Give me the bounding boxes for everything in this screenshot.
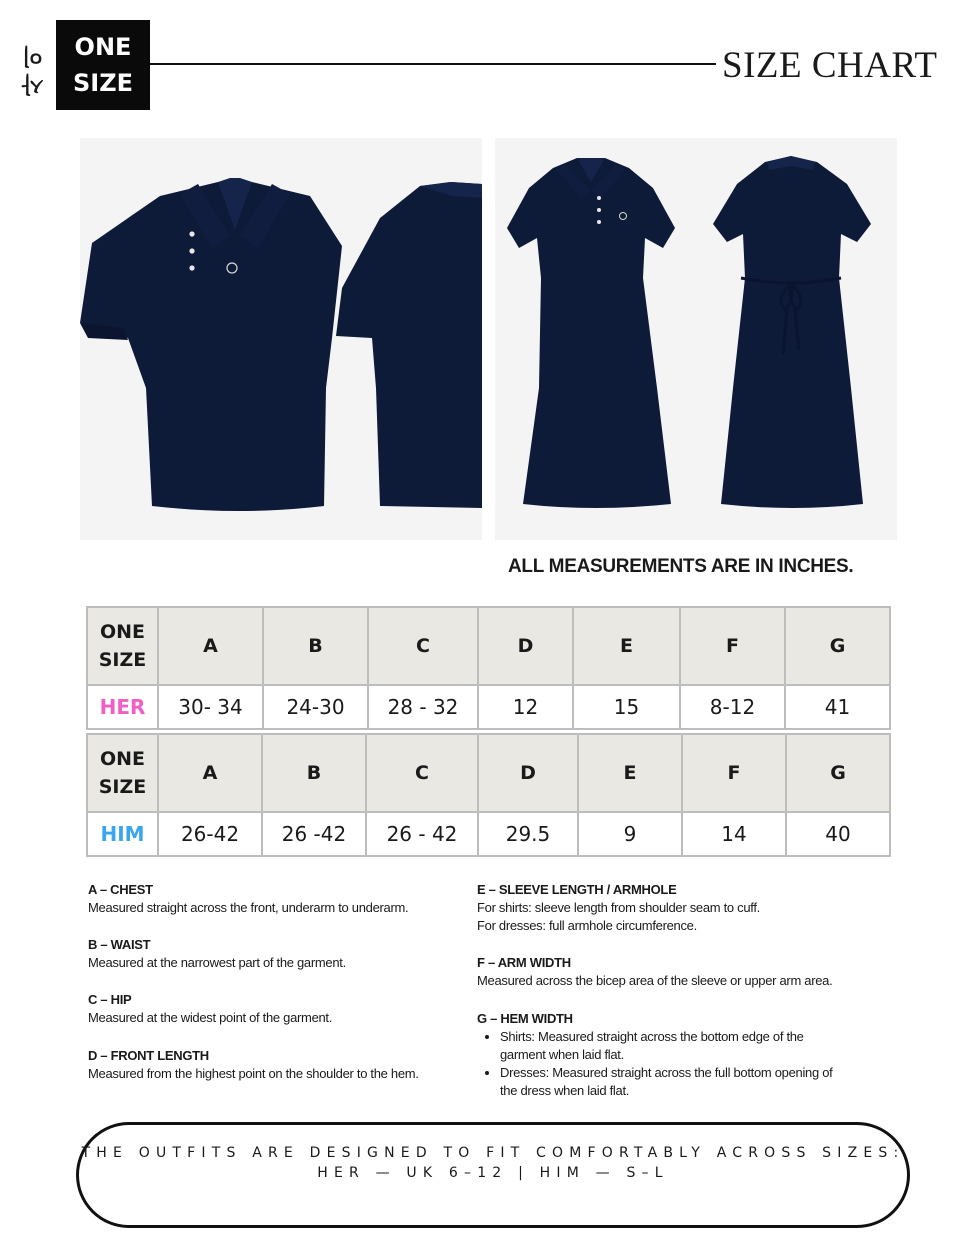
polo-back	[336, 182, 482, 508]
definition-text: Measured across the bicep area of the sleeve or upper arm area.	[477, 973, 833, 988]
definition-text: For shirts: sleeve length from shoulder seam to cuff.	[477, 900, 760, 915]
her-col-e: E	[573, 607, 680, 685]
him-corner-line-1: ONE	[99, 748, 146, 770]
measurement-units-note: ALL MEASUREMENTS ARE IN INCHES.	[508, 556, 854, 577]
him-values-row	[87, 812, 890, 856]
definition-sleeve-armhole	[477, 881, 857, 935]
him-corner-cell	[87, 734, 158, 812]
bullet-item-dresses	[500, 1064, 857, 1100]
header-divider	[150, 63, 716, 65]
him-value-a: 26-42	[158, 812, 262, 856]
her-value-c: 28 - 32	[368, 685, 478, 729]
her-value-d: 12	[478, 685, 573, 729]
polo-dress-image	[495, 138, 897, 540]
her-col-c: C	[368, 607, 478, 685]
bullet-text: the dress when laid flat.	[500, 1083, 630, 1098]
her-col-d: D	[478, 607, 573, 685]
definition-front-length	[88, 1047, 419, 1083]
her-corner-line-1: ONE	[99, 621, 146, 643]
badge-line-1: ONE	[74, 33, 132, 61]
her-row-label: HER	[87, 685, 158, 729]
him-row-label: HIM	[87, 812, 158, 856]
him-value-d: 29.5	[478, 812, 578, 856]
her-col-g: G	[785, 607, 890, 685]
him-col-d: D	[478, 734, 578, 812]
definition-hem-width	[477, 1010, 857, 1100]
korean-size-label: 사이	[22, 40, 47, 96]
definition-text: Measured straight across the front, underarm to underarm.	[88, 900, 409, 915]
him-value-f: 14	[682, 812, 786, 856]
hem-width-bullets	[477, 1028, 857, 1100]
definition-title: C – HIP	[88, 992, 132, 1007]
definition-title: F – ARM WIDTH	[477, 955, 571, 970]
her-size-table	[86, 606, 891, 730]
bullet-item-shirts	[500, 1028, 857, 1064]
him-size-table	[86, 733, 891, 857]
her-col-f: F	[680, 607, 785, 685]
her-value-f: 8-12	[680, 685, 785, 729]
him-col-b: B	[262, 734, 366, 812]
her-value-a: 30- 34	[158, 685, 263, 729]
definition-text: For dresses: full armhole circumference.	[477, 918, 697, 933]
definition-title: D – FRONT LENGTH	[88, 1048, 209, 1063]
fit-notice-text	[76, 1143, 910, 1183]
fit-notice-line-2: HER — UK 6–12 | HIM — S–L	[317, 1165, 669, 1181]
definition-title: G – HEM WIDTH	[477, 1011, 573, 1026]
her-value-g: 41	[785, 685, 890, 729]
definition-waist	[88, 936, 346, 972]
her-value-b: 24-30	[263, 685, 368, 729]
her-value-e: 15	[573, 685, 680, 729]
polo-shirt-image	[80, 138, 482, 540]
one-size-badge	[56, 20, 150, 110]
her-values-row	[87, 685, 890, 729]
definition-arm-width	[477, 954, 857, 990]
her-header-row	[87, 607, 890, 685]
definition-text: Measured from the highest point on the shoulder to the hem.	[88, 1066, 419, 1081]
definition-text: Measured at the widest point of the garment.	[88, 1010, 333, 1025]
badge-line-2: SIZE	[72, 69, 133, 97]
him-value-c: 26 - 42	[366, 812, 478, 856]
him-value-e: 9	[578, 812, 682, 856]
him-value-b: 26 -42	[262, 812, 366, 856]
definition-title: A – CHEST	[88, 882, 153, 897]
dress-back	[713, 156, 871, 508]
fit-notice-line-1: THE OUTFITS ARE DESIGNED TO FIT COMFORTABLY ACROSS SIZES:	[81, 1145, 905, 1161]
bullet-text: Dresses: Measured straight across the full bottom opening of	[500, 1065, 833, 1080]
her-corner-cell	[87, 607, 158, 685]
bullet-text: Shirts: Measured straight across the bottom edge of the	[500, 1029, 804, 1044]
her-corner-line-2: SIZE	[98, 649, 147, 671]
him-col-a: A	[158, 734, 262, 812]
him-header-row	[87, 734, 890, 812]
definition-chest	[88, 881, 408, 917]
him-col-c: C	[366, 734, 478, 812]
definition-title: E – SLEEVE LENGTH / ARMHOLE	[477, 882, 677, 897]
definition-title: B – WAIST	[88, 937, 151, 952]
definition-hip	[88, 991, 332, 1027]
him-col-g: G	[786, 734, 890, 812]
her-col-b: B	[263, 607, 368, 685]
her-col-a: A	[158, 607, 263, 685]
bullet-text: garment when laid flat.	[500, 1047, 624, 1062]
definition-text: Measured at the narrowest part of the garment.	[88, 955, 346, 970]
page-title: SIZE CHART	[722, 45, 938, 86]
dress-front	[507, 158, 675, 508]
him-corner-line-2: SIZE	[98, 776, 147, 798]
him-col-f: F	[682, 734, 786, 812]
him-col-e: E	[578, 734, 682, 812]
him-value-g: 40	[786, 812, 890, 856]
